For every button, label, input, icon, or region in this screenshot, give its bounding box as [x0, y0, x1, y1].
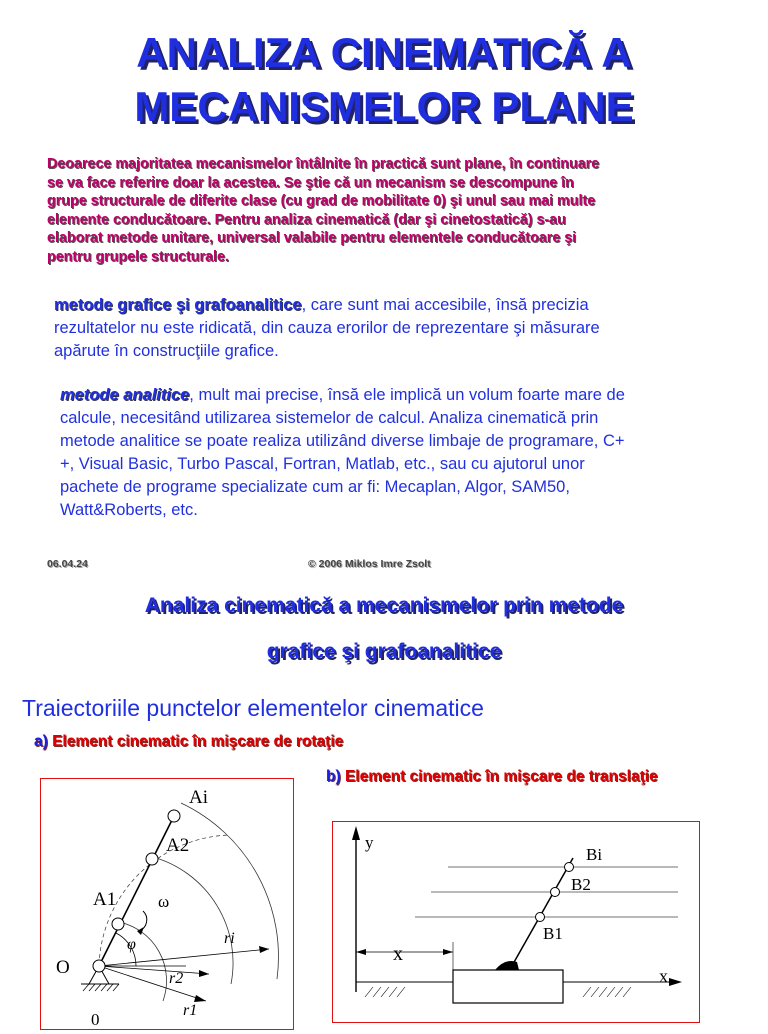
intro-line: pentru grupele structurale. — [47, 248, 229, 265]
analytic-methods-line: calcule, necesitând utilizarea sistemelor de calcul. Analiza cinematică prin — [60, 409, 599, 427]
label-r1: r1 — [183, 1002, 198, 1019]
y-axis-arrow — [352, 826, 360, 840]
label-r2: r2 — [169, 970, 184, 987]
label-phi: φ — [127, 936, 136, 953]
omega-arrow — [137, 927, 144, 935]
slide-subtitle-line-2: grafice şi grafoanalitice — [266, 640, 502, 663]
analytic-methods-paragraph — [60, 384, 750, 522]
point-ai — [168, 810, 180, 822]
analytic-methods-term: metode analitice — [60, 386, 190, 404]
label-ai: Ai — [189, 787, 208, 808]
translation-diagram — [333, 822, 699, 1022]
point-b1 — [536, 913, 545, 922]
translation-subheading — [326, 768, 658, 786]
slide-subtitle-line-1: Analiza cinematică a mecanismelor prin metode — [144, 594, 624, 617]
label-b2: B2 — [571, 875, 591, 894]
rotation-prefix: a) — [34, 733, 53, 750]
slide-date: 06.04.24 — [47, 558, 88, 570]
intro-line: elaborat metode unitare, universal valabile pentru elementele conducătoare şi — [47, 230, 577, 246]
pivot-o — [93, 960, 105, 972]
ground-hatch-right — [583, 987, 631, 997]
label-a2: A2 — [166, 835, 190, 856]
intro-line: elemente conducătoare. Pentru analiza cinematică (dar şi cinetostatică) s-au — [47, 211, 566, 228]
page-title-line-2: MECANISMELOR PLANE — [134, 83, 634, 130]
translation-diagram-frame — [332, 821, 700, 1023]
rotation-label: Element cinematic în mişcare de rotaţie — [52, 733, 344, 750]
x-axis-arrow — [669, 978, 682, 986]
radius-arrow-ri — [259, 946, 269, 953]
radius-arrow-r1 — [194, 995, 206, 1002]
intro-line: se va face referire doar la acestea. Se ştie că un mecanism se descompune în — [47, 174, 574, 191]
translation-prefix: b) — [326, 768, 345, 785]
slider-joint — [495, 961, 519, 970]
graphic-methods-paragraph — [54, 294, 744, 363]
x-dimension-arrow-left — [356, 949, 366, 955]
analytic-methods-line: pachete de programe specializate cum ar fi: Mecaplan, Algor, SAM50, — [60, 478, 570, 496]
x-dimension-arrow-right — [443, 949, 453, 955]
label-ri: ri — [224, 930, 235, 947]
intro-line: Deoarece majoritatea mecanismelor întâlnite în practică sunt plane, în continuare — [47, 156, 600, 172]
page-title-line-1: ANALIZA CINEMATICĂ A — [136, 29, 632, 76]
label-o: O — [56, 957, 70, 978]
slider-block — [453, 970, 563, 1003]
trajectory-arc-a2 — [153, 857, 233, 984]
analytic-methods-text: , mult mai precise, însă ele implică un volum foarte mare de — [189, 386, 625, 404]
label-a1: A1 — [93, 889, 117, 910]
label-omega: ω — [158, 892, 170, 911]
graphic-methods-text: , care sunt mai accesibile, însă precizia — [301, 296, 589, 314]
label-zero: 0 — [91, 1010, 100, 1029]
point-bi — [565, 863, 574, 872]
radius-line-ri — [99, 949, 269, 966]
point-b2 — [551, 888, 560, 897]
point-a2 — [146, 853, 158, 865]
ground-hatch — [83, 984, 119, 991]
label-axis-y: y — [365, 833, 374, 852]
translation-label: Element cinematic în mişcare de translaţie — [344, 768, 658, 785]
radius-arrow-r2 — [199, 970, 209, 977]
label-axis-x: x — [659, 966, 668, 986]
rotation-diagram — [41, 779, 293, 1029]
graphic-methods-line: rezultatelor nu este ridicată, din cauza erorilor de reprezentare şi măsurare — [54, 319, 600, 337]
rotation-diagram-frame — [40, 778, 294, 1030]
intro-paragraph — [47, 155, 727, 266]
analytic-methods-line: metode analitice se poate realiza utilizând diverse limbaje de programare, C+ — [60, 432, 625, 450]
graphic-methods-term: metode grafice şi grafoanalitice — [54, 296, 302, 314]
ground-hatch-left — [365, 987, 405, 997]
label-dist-x: x — [393, 943, 403, 965]
label-b1: B1 — [543, 924, 563, 943]
analytic-methods-line: Watt&Roberts, etc. — [60, 501, 198, 519]
slide-copyright: © 2006 Miklos Imre Zsolt — [308, 558, 431, 570]
translating-element-bar — [513, 858, 573, 964]
point-a1 — [112, 918, 124, 930]
radius-line-r2 — [99, 966, 209, 974]
analytic-methods-line: +, Visual Basic, Turbo Pascal, Fortran, Matlab, etc., sau cu ajutorul unor — [60, 455, 585, 473]
section-heading: Traiectoriile punctelor elementelor cinematice — [22, 695, 484, 721]
intro-line: grupe structurale de diferite clase (cu grad de mobilitate 0) şi unul sau mai multe — [47, 193, 596, 209]
graphic-methods-line: apărute în construcţiile grafice. — [54, 342, 279, 360]
rotation-subheading — [34, 733, 343, 751]
label-bi: Bi — [586, 845, 603, 864]
